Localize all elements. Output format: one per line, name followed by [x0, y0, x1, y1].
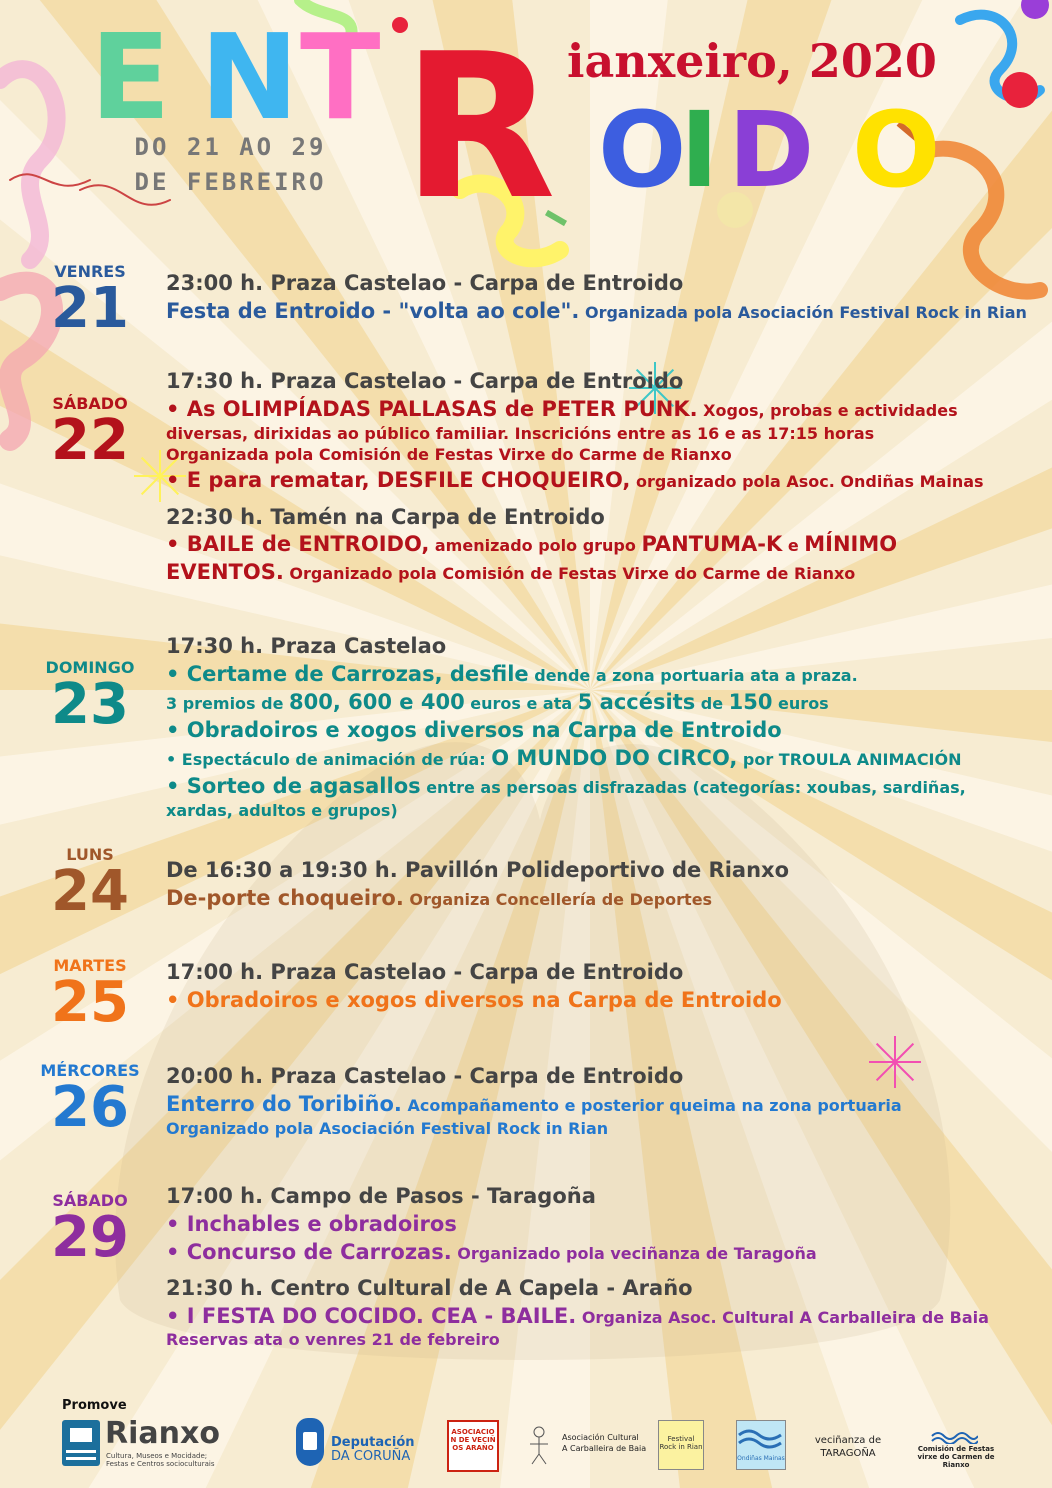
- rock-in-rian-text: Festival Rock in Rian: [659, 1435, 703, 1451]
- event-title: • As OLIMPÍADAS PALLASAS de PETER PUNK.: [166, 397, 698, 421]
- event-detail: entre as persoas disfrazadas (categorías: xoubas, sardiñas,: [420, 778, 966, 797]
- title-letter-o-2: O: [852, 89, 941, 211]
- event-detail: Acompañamento e posterior queima na zona portuaria: [401, 1096, 902, 1115]
- rianxo-sub-1: Cultura, Museos e Mocidade;: [106, 1452, 208, 1460]
- day-name: LUNS: [66, 845, 114, 864]
- event-title: Festa de Entroido - "volta ao cole".: [166, 299, 580, 323]
- comision-line-1: Comisión de Festas: [917, 1445, 995, 1453]
- event-time: 20:00 h. Praza Castelao - Carpa de Entroido: [166, 1064, 684, 1088]
- title-letter-o: O: [598, 89, 687, 211]
- deputacion-line-2: DA CORUÑA: [331, 1449, 411, 1464]
- event-line: [166, 746, 962, 770]
- event-title: • E para rematar, DESFILE CHOQUEIRO,: [166, 468, 631, 492]
- event-title: • BAILE de ENTROIDO,: [166, 532, 430, 556]
- event-detail: • Espectáculo de animación de rúa:: [166, 750, 492, 769]
- day-number: 24: [51, 859, 129, 924]
- day-label-21: [20, 262, 160, 341]
- deputacion-crest-icon: [296, 1418, 324, 1466]
- event-line: [166, 1304, 989, 1328]
- rianxo-logo-sub: [106, 1452, 214, 1468]
- event-organizer: Organizado pola Asociación Festival Rock in Rian: [166, 1119, 609, 1138]
- event-time: De 16:30 a 19:30 h. Pavillón Polideportivo de Rianxo: [166, 858, 790, 882]
- event-title: • Concurso de Carrozas.: [166, 1240, 452, 1264]
- event-detail: xardas, adultos e grupos): [166, 801, 398, 820]
- day-number: 25: [51, 970, 129, 1035]
- day-label-22: [20, 394, 160, 473]
- carballeira-line-2: A Carballeira de Baia: [562, 1444, 647, 1453]
- day-number: 23: [51, 672, 129, 737]
- event-detail: 3 premios de: [166, 694, 290, 713]
- event-line: [166, 662, 858, 686]
- event-line: [166, 1240, 817, 1264]
- event-organizer: Organiza Asoc. Cultural A Carballeira de Baia: [576, 1308, 989, 1327]
- band-name: EVENTOS.: [166, 560, 284, 584]
- event-line: [166, 560, 855, 584]
- event-title: Enterro do Toribiño.: [166, 1092, 402, 1116]
- event-title: • I FESTA DO COCIDO. CEA - BAILE.: [166, 1304, 577, 1328]
- deputacion-line-1: Deputación: [331, 1435, 415, 1450]
- comision-line-2: virxe do Carmen de Rianxo: [917, 1453, 995, 1469]
- day-name: DOMINGO: [45, 658, 135, 677]
- event-organizer: Organizada pola Asociación Festival Rock in Rian: [579, 303, 1027, 322]
- day-name: MÉRCORES: [40, 1061, 140, 1080]
- event-time: 23:00 h. Praza Castelao - Carpa de Entroido: [166, 271, 684, 295]
- event-title: • Obradoiros e xogos diversos na Carpa de Entroido: [166, 718, 782, 742]
- event-line: [166, 690, 829, 714]
- dates-line-2: DE FEBREIRO: [134, 168, 327, 196]
- carballeira-logo-text: [562, 1432, 646, 1454]
- event-organizer: Organizado pola Comisión de Festas Virxe do Carme de Rianxo: [283, 564, 856, 583]
- subtitle: ianxeiro, 2020: [567, 34, 937, 88]
- comision-logo-text: [906, 1445, 1006, 1469]
- event-detail: Reservas ata o venres 21 de febreiro: [166, 1330, 500, 1349]
- event-detail: e: [782, 536, 805, 555]
- band-name: MÍNIMO: [804, 532, 898, 556]
- arano-association-logo: [447, 1420, 499, 1472]
- comision-wave-icon: [930, 1428, 978, 1444]
- event-detail: por TROULA ANIMACIÓN: [737, 750, 962, 769]
- taragona-line-2: TARAGOÑA: [820, 1448, 876, 1459]
- taragona-line-1: veciñanza de: [814, 1435, 882, 1446]
- day-name: MARTES: [53, 956, 127, 975]
- event-line: [166, 468, 984, 492]
- day-name: VENRES: [54, 262, 126, 281]
- day-number: 29: [51, 1205, 129, 1270]
- event-organizer: organizado pola Asoc. Ondiñas Mainas: [630, 472, 984, 491]
- day-name: SÁBADO: [52, 394, 128, 413]
- prize-accesit-amount: 150: [728, 690, 773, 714]
- event-title: • Obradoiros e xogos diversos na Carpa de Entroido: [166, 988, 782, 1012]
- event-organizer: Organizado pola veciñanza de Taragoña: [451, 1244, 817, 1263]
- event-title: • Sorteo de agasallos: [166, 774, 421, 798]
- wave-icon: [737, 1421, 785, 1451]
- event-title: O MUNDO DO CIRCO,: [491, 746, 738, 770]
- event-detail: Xogos, probas e actividades: [697, 401, 958, 420]
- event-line: [166, 299, 1027, 323]
- event-line: [166, 886, 712, 910]
- rock-in-rian-logo: [658, 1420, 704, 1470]
- rianxo-sub-2: Festas e Centros socioculturais: [106, 1460, 215, 1468]
- event-detail: euros: [772, 694, 829, 713]
- rianxo-logo-text: Rianxo: [105, 1416, 220, 1451]
- event-detail: amenizado polo grupo: [429, 536, 642, 555]
- day-number: 22: [51, 408, 129, 473]
- band-name: PANTUMA-K: [641, 532, 783, 556]
- event-organizer: Organiza Concellería de Deportes: [403, 890, 713, 909]
- title-letter-r: R: [402, 11, 557, 244]
- event-time: 21:30 h. Centro Cultural de A Capela - Araño: [166, 1276, 693, 1300]
- day-number: 26: [51, 1075, 129, 1140]
- event-line: [166, 774, 966, 798]
- day-label-26: [20, 1061, 160, 1140]
- day-name: SÁBADO: [52, 1191, 128, 1210]
- event-time: 17:00 h. Praza Castelao - Carpa de Entroido: [166, 960, 684, 984]
- day-number: 21: [51, 276, 129, 341]
- event-time: 22:30 h. Tamén na Carpa de Entroido: [166, 505, 605, 529]
- ondinas-text: Ondiñas Mainas: [737, 1455, 785, 1462]
- promove-label: Promove: [62, 1398, 127, 1413]
- event-line: [166, 532, 897, 556]
- title-letter-t: T: [300, 8, 381, 146]
- carballeira-figure-icon: [522, 1424, 556, 1466]
- arano-logo-text: ASOCIACION DE VECIÑOS ARAÑO: [450, 1428, 496, 1452]
- deputacion-logo-text: [331, 1436, 415, 1464]
- title-letter-d: D: [728, 89, 815, 211]
- rianxo-shield-icon: [62, 1420, 100, 1466]
- event-time: 17:30 h. Praza Castelao - Carpa de Entroido: [166, 369, 684, 393]
- title-letter-i: I: [680, 89, 719, 211]
- event-detail: diversas, dirixidas ao público familiar. Inscricións entre as 16 e as 17:15 horas: [166, 424, 875, 443]
- event-title: • Certame de Carrozas, desfile: [166, 662, 529, 686]
- day-label-25: [20, 956, 160, 1035]
- event-time: 17:00 h. Campo de Pasos - Taragoña: [166, 1184, 596, 1208]
- ondinas-mainas-logo: [736, 1420, 786, 1470]
- dates: [118, 130, 343, 200]
- event-detail: de: [695, 694, 729, 713]
- dates-line-1: DO 21 AO 29: [134, 133, 327, 161]
- title-letter-e: E: [90, 8, 171, 146]
- event-detail: euros e ata: [464, 694, 578, 713]
- day-label-24: [20, 845, 160, 924]
- day-label-29: [20, 1191, 160, 1270]
- prize-accesits: 5 accésits: [577, 690, 696, 714]
- event-detail: dende a zona portuaria ata a praza.: [528, 666, 858, 685]
- event-title: • Inchables e obradoiros: [166, 1212, 457, 1236]
- taragona-logo-text: [812, 1434, 884, 1460]
- event-time: 17:30 h. Praza Castelao: [166, 634, 447, 658]
- prize-amounts: 800, 600 e 400: [289, 690, 465, 714]
- event-line: [166, 397, 958, 421]
- day-label-23: [20, 658, 160, 737]
- title-letter-n: N: [200, 8, 299, 146]
- event-organizer: Organizada pola Comisión de Festas Virxe do Carme de Rianxo: [166, 445, 732, 464]
- carballeira-line-1: Asociación Cultural: [562, 1433, 639, 1442]
- event-title: De-porte choqueiro.: [166, 886, 404, 910]
- event-line: [166, 1092, 902, 1116]
